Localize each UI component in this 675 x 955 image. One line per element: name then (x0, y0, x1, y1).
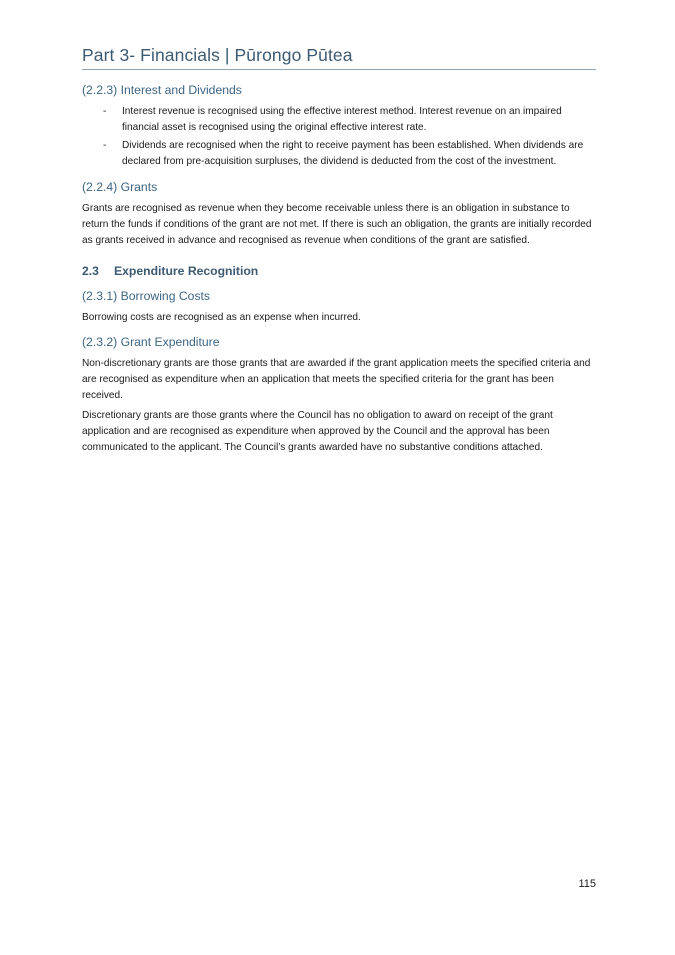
borrowing-costs-heading: (2.3.1) Borrowing Costs (82, 289, 211, 303)
header-divider (82, 69, 596, 70)
bullet-dash: - (103, 140, 107, 151)
bullet-dash: - (103, 106, 107, 117)
page-title: Part 3- Financials | Pūrongo Pūtea (82, 45, 353, 65)
expenditure-recognition-heading (82, 263, 596, 279)
grant-expenditure-paragraph: Non-discretionary grants are those grants that are awarded if the grant application meets the specified criteria and are recognised as expenditure when an application that meets the specified criteria for the grant has been received. (82, 358, 591, 401)
grants-paragraph: Grants are recognised as revenue when they become receivable unless there is an obligation in substance to return the funds if conditions of the grant are not met. If there is such an obligation, the grants are initially recorded as grants received in advance and recognised as revenue when conditions of the grant are satisfied. (82, 203, 592, 246)
document-page (82, 0, 596, 955)
page-number: 115 (578, 878, 596, 890)
list-item-text: Interest revenue is recognised using the effective interest method. Interest revenue on an impaired financial asset is recognised using the original effective interest rate. (122, 106, 562, 133)
section-title: Expenditure Recognition (114, 264, 259, 278)
borrowing-costs-paragraph: Borrowing costs are recognised as an expense when incurred. (82, 312, 361, 323)
grant-expenditure-paragraph: Discretionary grants are those grants where the Council has no obligation to award on receipt of the grant application and are recognised as expenditure when approved by the Council and the approval has been communicated to the applicant. The Council’s grants awarded have no substantive conditions attached. (82, 410, 553, 453)
list-item (82, 104, 596, 136)
interest-dividends-list (82, 104, 596, 170)
page-content (82, 82, 596, 456)
list-item (82, 138, 596, 170)
list-item-text: Dividends are recognised when the right to receive payment has been established. When dividends are declared from pre-acquisition surpluses, the dividend is deducted from the cost of the investment. (122, 140, 584, 167)
section-number: 2.3 (82, 264, 99, 278)
grant-expenditure-heading: (2.3.2) Grant Expenditure (82, 335, 220, 349)
interest-dividends-heading: (2.2.3) Interest and Dividends (82, 83, 242, 97)
grants-heading: (2.2.4) Grants (82, 180, 158, 194)
